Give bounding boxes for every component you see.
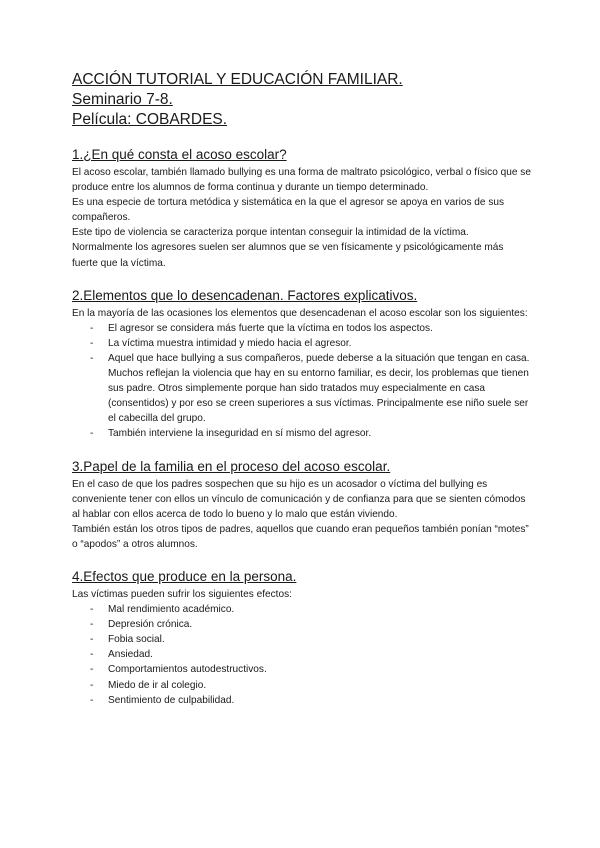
section-4 [72, 568, 532, 708]
list-item: - Miedo de ir al colegio. [90, 678, 532, 693]
list-item: - Mal rendimiento académico. [90, 602, 532, 617]
section-2-intro: En la mayoría de las ocasiones los elementos que desencadenan el acoso escolar son los siguientes: [72, 307, 528, 319]
document-header [72, 70, 532, 130]
section-1-paragraph: Es una especie de tortura metódica y sistemática en la que el agresor se apoya en varios de sus compañeros. [72, 197, 505, 224]
list-item: - Ansiedad. [90, 647, 532, 662]
section-4-heading: 4.Efectos que produce en la persona. [72, 568, 297, 584]
list-item: - También interviene la inseguridad en sí mismo del agresor. [90, 426, 532, 441]
list-item: - La víctima muestra intimidad y miedo hacia el agresor. [90, 336, 532, 351]
list-item: - Sentimiento de culpabilidad. [90, 693, 532, 708]
section-2 [72, 287, 532, 442]
list-item: - Fobia social. [90, 632, 532, 647]
section-1 [72, 146, 532, 271]
section-3-paragraph: También están los otros tipos de padres, aquellos que cuando eran pequeños también ponían “motes” o “apodos” a otros alumnos. [72, 523, 529, 550]
section-3 [72, 458, 532, 552]
course-title: ACCIÓN TUTORIAL Y EDUCACIÓN FAMILIAR. [72, 71, 403, 88]
section-3-heading: 3.Papel de la familia en el proceso del acoso escolar. [72, 458, 391, 474]
section-1-paragraph: El acoso escolar, también llamado bullying es una forma de maltrato psicológico, verbal o físico que se produce entre los alumnos de forma continua y durante un tiempo determinado. [72, 167, 531, 194]
section-4-intro: Las víctimas pueden sufrir los siguientes efectos: [72, 588, 292, 600]
list-item: - Comportamientos autodestructivos. [90, 662, 532, 677]
section-2-heading: 2.Elementos que lo desencadenan. Factores explicativos. [72, 287, 418, 303]
list-item: - Aquel que hace bullying a sus compañeros, puede deberse a la situación que tengan en casa. Muchos reflejan la violencia que hay en su entorno familiar, es decir, los problemas que tienen sus padre. Otros simplemente porque han sido tratados muy especialmente en casa (consentidos) y por eso se creen superiores a sus víctimas. Principalmente ese niño suele ser el cabecilla del grupo. [90, 351, 532, 426]
section-1-heading: 1.¿En qué consta el acoso escolar? [72, 147, 287, 162]
section-4-list [72, 602, 532, 708]
section-3-paragraph: En el caso de que los padres sospechen que su hijo es un acosador o víctima del bullying es conveniente tener con ellos un vínculo de comunicación y de confianza para que se sienten cómodos al hablar con ellos acerca de todo lo bueno y lo malo que están viviendo. [72, 478, 526, 520]
document-page [72, 70, 532, 708]
section-2-list [72, 321, 532, 442]
seminar-title: Seminario 7-8. [72, 91, 173, 108]
list-item: - El agresor se considera más fuerte que la víctima en todos los aspectos. [90, 321, 532, 336]
film-title: Película: COBARDES. [72, 111, 228, 128]
section-1-paragraph: Este tipo de violencia se caracteriza porque intentan conseguir la intimidad de la víctima. Normalmente los agresores suelen ser alumnos que se ven físicamente y psicológicamente más fuerte que la víctima. [72, 227, 504, 269]
list-item: - Depresión crónica. [90, 617, 532, 632]
